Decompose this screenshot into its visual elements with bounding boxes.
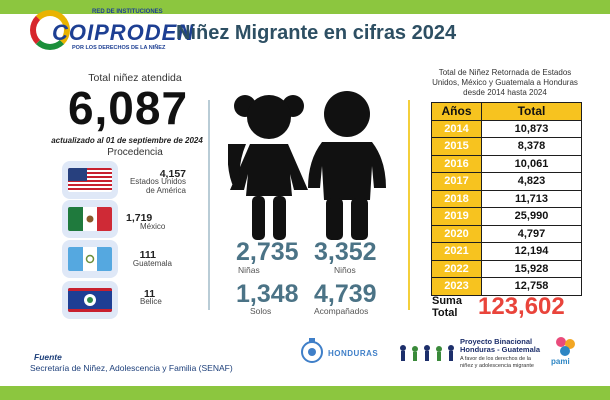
usa-value: 4,157: [159, 168, 186, 180]
table-cell-year: 2018: [432, 190, 482, 208]
bottom-accent-bar: [0, 386, 610, 400]
table-row: [432, 260, 582, 278]
mexico-flag-card: [62, 200, 118, 238]
mexico-value: 1,719: [126, 212, 153, 224]
table-cell-total: 8,378: [482, 138, 582, 156]
table-cell-year: 2020: [432, 225, 482, 243]
divider-left: [208, 100, 210, 310]
table-cell-year: 2019: [432, 208, 482, 226]
table-cell-year: 2023: [432, 278, 482, 296]
guatemala-flag-card: [62, 240, 118, 278]
total-value: 6,087: [67, 82, 189, 134]
belize-flag-card: [62, 281, 118, 319]
ninas-label: Niñas: [238, 265, 260, 275]
usa-name: Estados Unidos de América: [129, 177, 186, 195]
ninos-value: 3,352: [314, 238, 377, 266]
table-row: [432, 120, 582, 138]
table-row: [432, 208, 582, 226]
returns-table: [431, 102, 582, 296]
divider-right: [408, 100, 410, 310]
acompanados-value: 4,739: [314, 280, 377, 308]
solos-label: Solos: [250, 306, 272, 316]
sum-label: Suma Total: [432, 295, 462, 319]
mexico-flag-icon: [68, 207, 112, 231]
logo-top-text: RED DE INSTITUCIONES: [92, 9, 163, 15]
header-years: Años: [432, 103, 482, 121]
table-row: [432, 155, 582, 173]
belize-value: 11: [144, 288, 156, 300]
sum-value: 123,602: [478, 293, 565, 320]
logo-subtitle: POR LOS DERECHOS DE LA NIÑEZ: [72, 45, 166, 51]
header-total: Total: [482, 103, 582, 121]
belize-name: Belice: [140, 297, 162, 306]
table-cell-total: 15,928: [482, 260, 582, 278]
table-cell-total: 10,061: [482, 155, 582, 173]
ninos-label: Niños: [334, 265, 356, 275]
belize-flag-icon: [68, 288, 112, 312]
table-cell-total: 25,990: [482, 208, 582, 226]
logo-name: COIPRODEN: [52, 20, 195, 45]
proyecto-subtitle: A favor de los derechos de la niñez y adolescencia migrante: [460, 356, 534, 369]
pami-text: pami: [551, 357, 570, 366]
table-row: [432, 243, 582, 261]
table-cell-total: 12,758: [482, 278, 582, 296]
acompanados-label: Acompañados: [314, 306, 369, 316]
updated-date: actualizado al 01 de septiembre de 2024: [51, 136, 203, 145]
children-silhouettes-icon: [398, 344, 456, 367]
honduras-emblem-icon: [300, 338, 324, 373]
table-row: [432, 225, 582, 243]
boy-figure-icon: [302, 90, 392, 245]
table-cell-year: 2021: [432, 243, 482, 261]
table-cell-total: 12,194: [482, 243, 582, 261]
total-label: Total niñez atendida: [88, 72, 182, 84]
table-cell-year: 2022: [432, 260, 482, 278]
guatemala-name: Guatemala: [132, 259, 172, 268]
table-row: [432, 138, 582, 156]
table-row: [432, 190, 582, 208]
table-cell-total: 10,873: [482, 120, 582, 138]
fuente-label: Fuente: [34, 352, 62, 362]
table-cell-year: 2014: [432, 120, 482, 138]
table-cell-year: 2016: [432, 155, 482, 173]
mexico-name: México: [140, 222, 166, 231]
procedencia-label: Procedencia: [107, 147, 163, 158]
page-title: Niñez Migrante en cifras 2024: [176, 22, 457, 44]
table-cell-year: 2017: [432, 173, 482, 191]
honduras-logo-text: HONDURAS: [328, 349, 379, 358]
table-caption: Total de Niñez Retornada de Estados Unidos, México y Guatemala a Honduras desde 2014 hasta 2024: [432, 68, 578, 97]
fuente-text: Secretaría de Niñez, Adolescencia y Familia (SENAF): [30, 363, 233, 373]
ninas-value: 2,735: [236, 238, 299, 266]
table-cell-total: 11,713: [482, 190, 582, 208]
solos-value: 1,348: [236, 280, 299, 308]
table-row: [432, 173, 582, 191]
proyecto-title: Proyecto Binacional Honduras - Guatemala: [460, 337, 541, 355]
table-cell-year: 2015: [432, 138, 482, 156]
table-cell-total: 4,823: [482, 173, 582, 191]
table-header-row: [432, 103, 582, 121]
guatemala-value: 111: [139, 249, 156, 261]
table-cell-total: 4,797: [482, 225, 582, 243]
